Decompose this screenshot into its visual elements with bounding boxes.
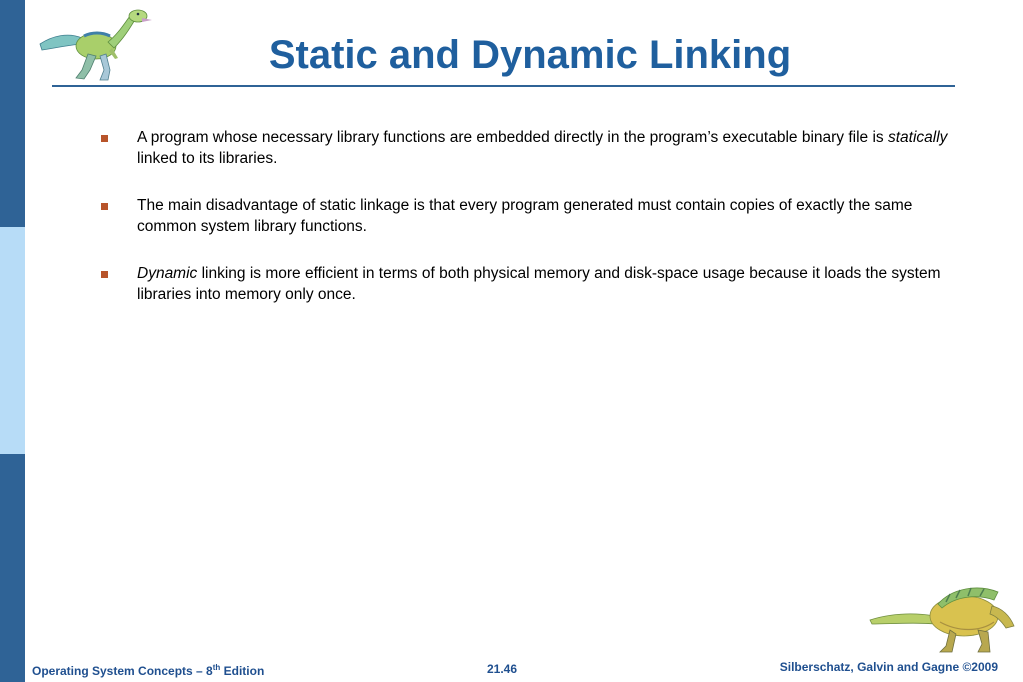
side-band-bottom	[0, 454, 25, 682]
bullet-text: A program whose necessary library functions are embedded directly in the program’s executable binary file is	[137, 129, 888, 146]
side-band-middle	[0, 227, 25, 454]
footer-book-title	[32, 663, 264, 678]
page-number: 21.46	[486, 662, 518, 676]
footer-book-text: Edition	[220, 664, 265, 678]
bullet-item	[100, 196, 950, 237]
bullet-emphasis: statically	[887, 129, 948, 146]
dinosaur-icon	[34, 4, 156, 84]
dinosaur-icon	[868, 582, 1018, 654]
side-band-top	[0, 0, 25, 227]
bullet-item	[100, 128, 950, 169]
bullet-text: linked to its libraries.	[137, 149, 278, 167]
square-bullet-icon	[101, 135, 108, 142]
footer-book-text: Operating System Concepts – 8	[32, 664, 213, 678]
footer-copyright: Silberschatz, Galvin and Gagne ©2009	[779, 660, 998, 674]
bullet-list	[100, 128, 950, 332]
square-bullet-icon	[101, 203, 108, 210]
square-bullet-icon	[101, 271, 108, 278]
slide-title: Static and Dynamic Linking	[268, 33, 792, 77]
bullet-text: The main disadvantage of static linkage is that every program generated must contain copies of exactly the same common system library functions.	[137, 197, 913, 235]
bullet-emphasis: Dynamic	[137, 265, 198, 282]
bullet-item	[100, 264, 950, 305]
title-divider	[52, 85, 955, 87]
bullet-text: linking is more efficient in terms of both physical memory and disk-space usage because it loads the system libraries into memory only once.	[137, 265, 941, 303]
footer-book-superscript: th	[212, 663, 221, 672]
